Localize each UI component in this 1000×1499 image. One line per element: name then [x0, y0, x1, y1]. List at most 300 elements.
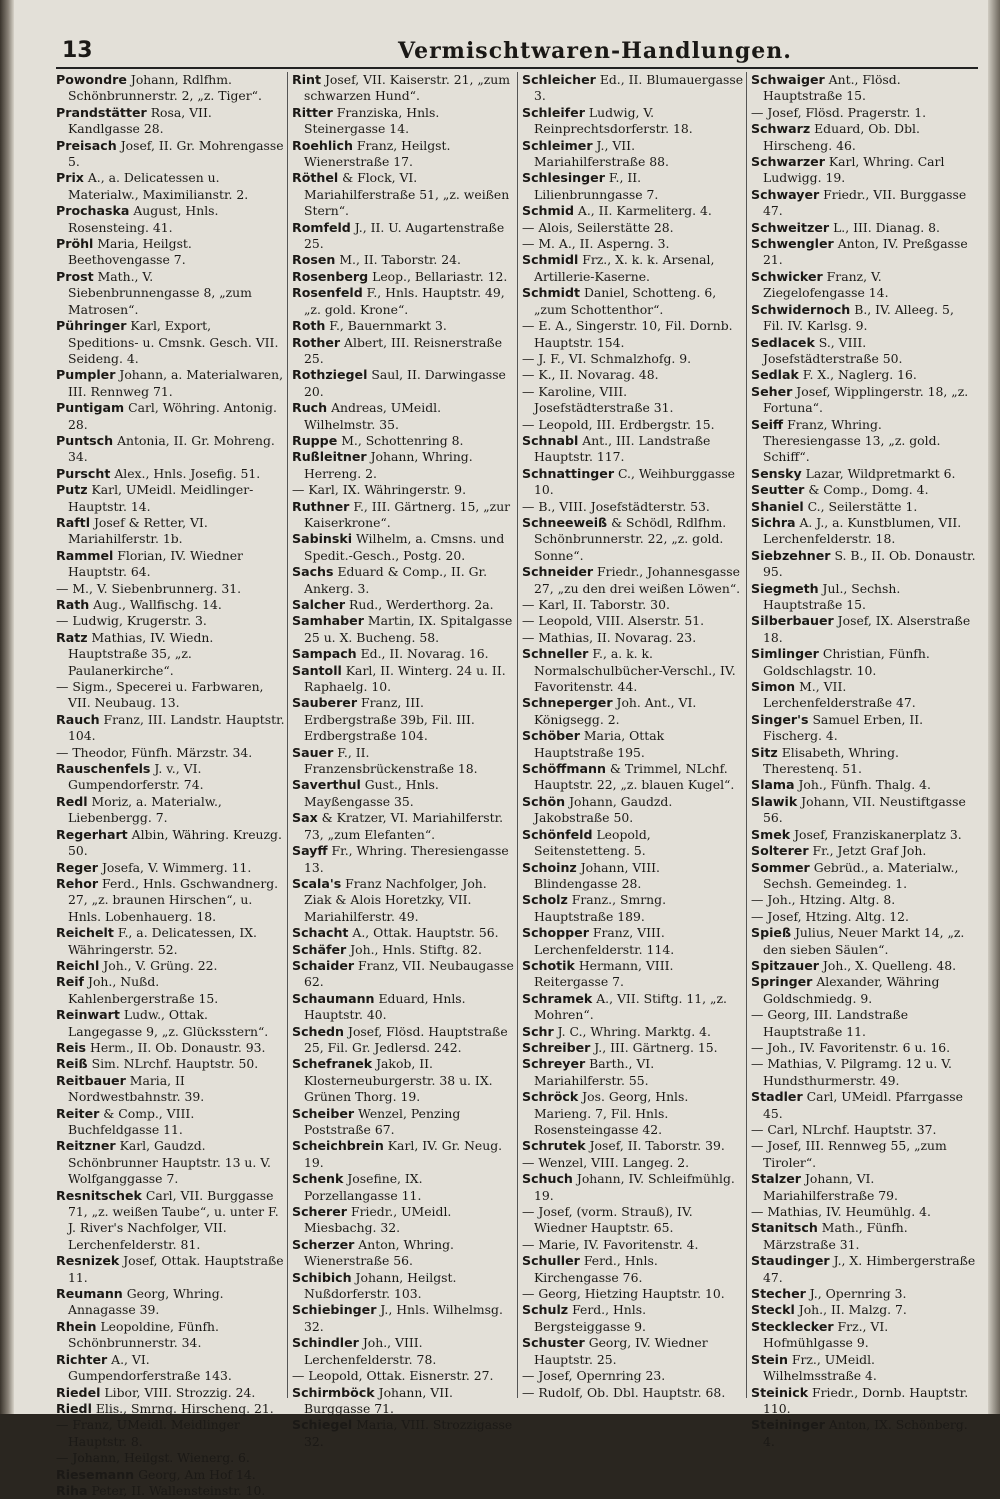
entry-name: Reichl [56, 957, 100, 973]
entry-details: — Karl, IX. Währingerstr. 9. [292, 482, 467, 498]
entry-name: Schwaiger [751, 72, 825, 87]
entry-name: Romfeld [292, 219, 351, 235]
entry-details: Georg, IV. Wiedner Hauptstr. 25. [534, 1335, 708, 1367]
entry-details: Frz., UMeidl. Wilhelmsstraße 4. [763, 1351, 877, 1384]
entry-details: Johann, Heilgst. Nußdorferstr. 103. [304, 1269, 457, 1302]
directory-entry [56, 1056, 287, 1072]
directory-entry [56, 581, 287, 597]
directory-entry [522, 433, 746, 466]
entry-name: Reichelt [56, 925, 114, 941]
entry-name: Richter [56, 1351, 108, 1367]
entry-name: Ruch [292, 400, 328, 416]
entry-details: — E. A., Singerstr. 10, Fil. Dornb. Hauptstr. 154. [522, 318, 733, 350]
entry-details: A., a. Delicatessen u. Materialw., Maximilianstr. 2. [68, 170, 249, 202]
entry-name: Rußleitner [292, 449, 367, 465]
entry-details: — Mathias, V. Pilgramg. 12 u. V. Hundsthurmerstr. 49. [751, 1056, 952, 1088]
entry-name: Schön [522, 793, 566, 809]
entry-details: Josef, Franziskanerplatz 3. [794, 826, 962, 842]
directory-entry [751, 1385, 978, 1418]
entry-details: — Carl, NLrchf. Hauptstr. 37. [751, 1122, 937, 1137]
entry-details: L., III. Dianag. 8. [833, 219, 940, 235]
entry-name: Schwicker [751, 268, 823, 284]
directory-entry [522, 728, 746, 761]
entry-details: Josef, Ottak. Hauptstraße 11. [68, 1253, 284, 1285]
entry-details: J., X. Himbergerstraße 47. [763, 1253, 976, 1285]
entry-name: Ritter [292, 104, 333, 120]
directory-entry [56, 974, 287, 1007]
directory-entry [522, 515, 746, 564]
entry-name: Reitbauer [56, 1072, 126, 1088]
entry-details: Friedr., UMeidl. Miesbachg. 32. [304, 1204, 452, 1236]
directory-entry [751, 72, 978, 105]
column-3 [517, 72, 746, 1398]
directory-entry [522, 1385, 746, 1401]
directory-entry [751, 302, 978, 335]
entry-details: Albert, III. Reisnerstraße 25. [304, 334, 503, 366]
entry-name: Prost [56, 268, 94, 284]
directory-entry [751, 499, 978, 515]
entry-details: Karl, Whring. Carl Ludwigg. 19. [763, 154, 945, 186]
directory-entry [56, 236, 287, 269]
entry-name: Rammel [56, 547, 114, 563]
directory-entry [292, 1106, 517, 1139]
entry-name: Sax [292, 810, 318, 826]
entry-details: Peter, II. Wallensteinstr. 10. [91, 1482, 266, 1498]
directory-entry [292, 367, 517, 400]
directory-entry [751, 384, 978, 417]
entry-name: Ruthner [292, 498, 350, 514]
entry-details: Joh., II. Malzg. 7. [798, 1302, 907, 1318]
directory-entry [56, 400, 287, 433]
entry-details: Ed., II. Novarag. 16. [360, 646, 489, 662]
entry-details: Georg, Whring. Annagasse 39. [68, 1286, 224, 1318]
entry-details: & Flock, VI. Mariahilferstraße 51, „z. weißen Stern“. [304, 170, 510, 219]
directory-columns [56, 72, 978, 1498]
directory-entry [56, 860, 287, 876]
directory-entry [292, 400, 517, 433]
entry-name: Ruppe [292, 432, 338, 448]
entry-name: Schleicher [522, 72, 596, 87]
directory-entry [292, 1237, 517, 1270]
entry-name: Prandstätter [56, 104, 147, 120]
directory-entry [522, 252, 746, 285]
entry-name: Prix [56, 170, 84, 186]
directory-entry [522, 351, 746, 367]
entry-details: Antonia, II. Gr. Mohreng. 34. [68, 432, 275, 465]
entry-details: — Karl, II. Taborstr. 30. [522, 597, 670, 612]
entry-details: J., III. Gärtnerg. 15. [594, 1039, 718, 1055]
entry-details: A., VII. Stiftg. 11, „z. Mohren“. [534, 990, 727, 1023]
directory-entry [522, 646, 746, 695]
entry-name: Schiegel [292, 1417, 353, 1433]
directory-entry [751, 958, 978, 974]
directory-entry [56, 1106, 287, 1139]
directory-entry [751, 777, 978, 793]
directory-entry [56, 1483, 287, 1499]
entry-details: Josef & Retter, VI. Mariahilferstr. 1b. [68, 514, 208, 547]
entry-details: Elisabeth, Whring. Therestenq. 51. [763, 744, 899, 777]
directory-entry [751, 1040, 978, 1056]
entry-details: M., II. Taborstr. 24. [339, 252, 461, 268]
directory-entry [292, 1270, 517, 1303]
entry-details: Karl, IV. Gr. Neug. 19. [304, 1138, 503, 1170]
entry-name: Steininger [751, 1417, 825, 1433]
entry-name: Preisach [56, 137, 117, 153]
entry-details: Christian, Fünfh. Goldschlagstr. 10. [763, 646, 930, 678]
entry-name: Seutter [751, 482, 805, 498]
directory-entry [292, 285, 517, 318]
directory-entry [56, 466, 287, 482]
entry-details: Johann, Rdlfhm. Schönbrunnerstr. 2, „z. Tiger“. [68, 72, 262, 104]
directory-entry [56, 203, 287, 236]
entry-name: Raftl [56, 514, 91, 530]
entry-details: J., VII. Mariahilferstraße 88. [534, 137, 669, 170]
directory-entry [522, 991, 746, 1024]
directory-entry [751, 482, 978, 498]
directory-entry [292, 449, 517, 482]
entry-name: Simlinger [751, 646, 819, 662]
entry-details: Moriz, a. Materialw., Liebenbergg. 7. [68, 793, 222, 826]
entry-details: J., II. U. Augartenstraße 25. [304, 219, 505, 252]
entry-details: F., Bauernmarkt 3. [329, 318, 447, 334]
entry-details: — Karoline, VIII. Josefstädterstraße 31. [522, 383, 674, 416]
entry-name: Schwengler [751, 236, 834, 252]
directory-entry [56, 367, 287, 400]
entry-name: Resnitschek [56, 1187, 142, 1203]
entry-name: Stadler [751, 1089, 803, 1105]
directory-entry [56, 761, 287, 794]
directory-entry [56, 170, 287, 203]
entry-details: — Rudolf, Ob. Dbl. Hauptstr. 68. [522, 1384, 726, 1400]
entry-details: — B., VIII. Josefstädterstr. 53. [522, 498, 710, 514]
directory-entry [751, 860, 978, 893]
entry-name: Silberbauer [751, 613, 834, 629]
directory-entry [292, 433, 517, 449]
entry-name: Reis [56, 1039, 87, 1055]
entry-name: Schotik [522, 957, 575, 973]
entry-name: Schrutek [522, 1138, 586, 1154]
entry-name: Sichra [751, 514, 796, 530]
entry-details: Josefa, V. Wimmerg. 11. [101, 859, 252, 875]
directory-entry [56, 1401, 287, 1417]
directory-entry [56, 1467, 287, 1483]
entry-details: Anton, Whring. Wienerstraße 56. [304, 1236, 454, 1269]
entry-details: — Josef, Opernring 23. [522, 1368, 666, 1384]
directory-entry [56, 597, 287, 613]
entry-details: Leop., Bellariastr. 12. [372, 268, 508, 284]
directory-entry [292, 1335, 517, 1368]
entry-details: Joh., Fünfh. Thalg. 4. [798, 777, 931, 793]
entry-details: — Josef, III. Rennweg 55, „zum Tiroler“. [751, 1138, 947, 1170]
entry-details: Andreas, UMeidl. Wilhelmstr. 35. [304, 400, 442, 432]
directory-entry [292, 252, 517, 268]
entry-details: Ant., Flösd. Hauptstraße 15. [763, 72, 901, 104]
directory-entry [522, 236, 746, 252]
entry-name: Schreiber [522, 1039, 591, 1055]
entry-details: C., Seilerstätte 1. [807, 498, 918, 514]
entry-details: Eduard & Comp., II. Gr. Ankerg. 3. [304, 564, 488, 596]
directory-entry [751, 515, 978, 548]
entry-details: Joh., VIII. Lerchenfelderstr. 78. [304, 1335, 437, 1367]
directory-entry [292, 843, 517, 876]
directory-entry [56, 1286, 287, 1319]
entry-name: Pühringer [56, 318, 127, 334]
entry-name: Salcher [292, 597, 346, 612]
directory-entry [56, 630, 287, 679]
directory-entry [292, 663, 517, 696]
entry-name: Slawik [751, 793, 798, 809]
entry-details: — Franz, UMeidl. Meidlinger Hauptstr. 8. [56, 1417, 240, 1449]
directory-entry [751, 1122, 978, 1138]
entry-name: Riha [56, 1482, 88, 1498]
entry-name: Singer's [751, 711, 809, 727]
directory-entry [522, 925, 746, 958]
entry-details: J., Hnls. Wilhelmsg. 32. [304, 1302, 503, 1334]
entry-name: Ratz [56, 629, 88, 645]
entry-details: Barth., VI. Mariahilferstr. 55. [534, 1056, 655, 1088]
directory-entry [522, 827, 746, 860]
entry-details: — Alois, Seilerstätte 28. [522, 219, 674, 235]
directory-entry [751, 892, 978, 908]
entry-name: Stalzer [751, 1171, 801, 1187]
entry-name: Rosenberg [292, 268, 369, 284]
entry-details: Joh., Hnls. Stiftg. 82. [350, 941, 482, 957]
entry-name: Scheichbrein [292, 1138, 384, 1154]
directory-entry [56, 269, 287, 318]
entry-name: Reinwart [56, 1007, 120, 1023]
directory-entry [751, 220, 978, 236]
entry-name: Rint [292, 72, 322, 87]
directory-entry [292, 646, 517, 662]
directory-entry [751, 1171, 978, 1204]
entry-name: Sabinski [292, 531, 353, 547]
entry-name: Rother [292, 334, 341, 350]
entry-name: Schäfer [292, 941, 347, 957]
entry-name: Sayff [292, 843, 328, 859]
directory-entry [751, 1417, 978, 1450]
entry-details: Eduard, Ob. Dbl. Hirscheng. 46. [763, 121, 920, 153]
entry-details: & Schödl, Rdlfhm. Schönbrunnerstr. 22, „z. gold. Sonne“. [534, 514, 727, 563]
entry-name: Saverthul [292, 777, 361, 793]
entry-details: Fr., Jetzt Graf Joh. [812, 843, 927, 859]
entry-name: Stein [751, 1351, 788, 1367]
column-4 [746, 72, 978, 1449]
entry-details: — Marie, IV. Favoritenstr. 4. [522, 1236, 699, 1252]
entry-details: Carl, VII. Burggasse 71, „z. weißen Taube“, u. unter F. J. River's Nachfolger, VII. Lerchenfelderstr. 81. [68, 1187, 279, 1252]
entry-name: Schopper [522, 925, 589, 941]
entry-name: Schmidt [522, 285, 580, 301]
entry-name: Sauer [292, 744, 334, 760]
entry-name: Slama [751, 777, 795, 793]
directory-entry [751, 1253, 978, 1286]
entry-name: Samhaber [292, 613, 364, 629]
entry-details: Anton, IV. Preßgasse 21. [763, 236, 968, 268]
entry-name: Steinick [751, 1384, 809, 1400]
entry-details: Georg, Am Hof 14. [138, 1466, 256, 1482]
directory-entry [292, 991, 517, 1024]
entry-name: Steckl [751, 1302, 795, 1318]
entry-name: Sensky [751, 465, 802, 481]
entry-details: Ferd., Hnls. Gschwandnerg. 27, „z. braunen Hirschen“, u. Hnls. Lobenhauerg. 18. [68, 875, 279, 924]
entry-name: Reitzner [56, 1138, 116, 1154]
entry-details: Josef, Wipplingerstr. 18, „z. Fortuna“. [763, 383, 969, 416]
directory-entry [292, 1171, 517, 1204]
directory-entry [522, 1204, 746, 1237]
entry-details: Ed., II. Blumauergasse 3. [534, 72, 744, 104]
entry-name: Schröck [522, 1089, 579, 1105]
entry-details: Maria, Heilgst. Beethovengasse 7. [68, 236, 192, 268]
entry-name: Schweitzer [751, 219, 830, 235]
directory-entry [522, 417, 746, 433]
entry-details: — Theodor, Fünfh. Märzstr. 34. [56, 744, 253, 760]
entry-name: Schlesinger [522, 170, 605, 186]
entry-details: & Kratzer, VI. Mariahilferstr. 73, „zum Elefanten“. [304, 810, 504, 842]
entry-details: Samuel Erben, II. Fischerg. 4. [763, 711, 924, 744]
directory-entry [292, 220, 517, 253]
entry-details: Joh., X. Quelleng. 48. [822, 957, 957, 973]
directory-entry [522, 1056, 746, 1089]
entry-name: Stecklecker [751, 1318, 834, 1334]
entry-details: Karl, Gaudzd. Schönbrunner Hauptstr. 13 u. V. Wolfganggasse 7. [68, 1138, 271, 1187]
entry-details: J., Opernring 3. [809, 1286, 907, 1302]
entry-name: Sedlak [751, 367, 799, 383]
entry-name: Spitzauer [751, 957, 819, 973]
entry-name: Scherzer [292, 1236, 355, 1252]
directory-entry [522, 1335, 746, 1368]
entry-details: Sim. NLrchf. Hauptstr. 50. [91, 1056, 259, 1072]
entry-details: Franz, VIII. Lerchenfelderstr. 114. [534, 925, 675, 957]
entry-name: Schoinz [522, 859, 577, 875]
directory-entry [751, 974, 978, 1007]
entry-name: Siegmeth [751, 580, 819, 596]
entry-details: Anton, IX. Schönberg. 4. [763, 1417, 968, 1449]
directory-entry [56, 138, 287, 171]
entry-details: Maria, II Nordwestbahnstr. 39. [68, 1072, 205, 1105]
entry-name: Schwarzer [751, 154, 825, 170]
entry-details: Jos. Georg, Hnls. Marieng. 7, Fil. Hnls. Rosensteingasse 42. [534, 1089, 689, 1137]
entry-name: Schleimer [522, 137, 593, 153]
entry-details: Friedr., VII. Burggasse 47. [763, 186, 967, 219]
entry-details: — Josef, Flösd. Pragerstr. 1. [751, 104, 927, 120]
entry-name: Rehor [56, 875, 99, 891]
entry-details: Carl, UMeidl. Pfarrgasse 45. [763, 1089, 963, 1121]
entry-details: Franz, III. Erdbergstraße 39b, Fil. III. Erdbergstraße 104. [304, 695, 475, 744]
entry-name: Scholz [522, 892, 568, 908]
directory-entry [522, 367, 746, 383]
entry-name: Rauschenfels [56, 761, 151, 777]
entry-name: Rothziegel [292, 367, 368, 383]
entry-details: Josef, II. Gr. Mohrengasse 5. [68, 137, 284, 170]
directory-entry [522, 1368, 746, 1384]
entry-details: Elis., Smrng. Hirschenq. 21. [95, 1400, 274, 1416]
entry-details: Friedr., Dornb. Hauptstr. 110. [763, 1384, 969, 1416]
directory-entry [56, 712, 287, 745]
entry-name: Roth [292, 318, 326, 334]
directory-entry [751, 1220, 978, 1253]
directory-entry [56, 794, 287, 827]
entry-details: Josef, IX. Alserstraße 18. [763, 613, 971, 645]
entry-details: Johann, Whring. Herreng. 2. [304, 449, 473, 481]
entry-details: F., II. Franzensbrückenstraße 18. [304, 744, 478, 777]
directory-entry [522, 794, 746, 827]
directory-entry [751, 367, 978, 383]
directory-entry [56, 1319, 287, 1352]
directory-entry [56, 515, 287, 548]
directory-entry [56, 482, 287, 515]
entry-details: Hermann, VIII. Reitergasse 7. [534, 957, 674, 990]
entry-details: Johann, Gaudzd. Jakobstraße 50. [534, 793, 673, 826]
directory-entry [292, 318, 517, 334]
directory-entry [292, 777, 517, 810]
entry-name: Rosen [292, 252, 336, 268]
entry-name: Scala's [292, 875, 342, 891]
directory-entry [522, 384, 746, 417]
directory-entry [56, 613, 287, 629]
entry-details: F., III. Gärtnerg. 15, „zur Kaiserkrone“. [304, 498, 511, 530]
directory-entry [522, 105, 746, 138]
directory-entry [292, 1024, 517, 1057]
directory-entry [522, 1253, 746, 1286]
entry-details: Joh., Nußd. Kahlenbergerstraße 15. [68, 974, 219, 1006]
entry-name: Puntigam [56, 400, 125, 416]
directory-entry [56, 1138, 287, 1187]
entry-name: Schirmböck [292, 1384, 375, 1400]
entry-details: Franz, III. Landstr. Hauptstr. 104. [68, 711, 285, 744]
directory-entry [56, 1450, 287, 1466]
directory-entry [522, 318, 746, 351]
entry-details: Franz Nachfolger, Joh. Ziak & Alois Horetzky, VII. Mariahilferstr. 49. [304, 875, 487, 924]
entry-details: F., a. Delicatessen, IX. Währingerstr. 52. [68, 925, 257, 957]
entry-name: Schaider [292, 957, 355, 973]
entry-name: Schneider [522, 564, 594, 580]
directory-entry [292, 499, 517, 532]
directory-entry [56, 1417, 287, 1450]
entry-details: Julius, Neuer Markt 14, „z. den sieben Säulen“. [763, 925, 965, 957]
entry-name: Stanitsch [751, 1220, 818, 1236]
entry-name: Resnizek [56, 1253, 120, 1269]
entry-name: Schwarz [751, 121, 811, 137]
entry-name: Schibich [292, 1269, 352, 1285]
entry-name: Stecher [751, 1286, 806, 1302]
directory-entry [56, 72, 287, 105]
entry-details: Josef, Flösd. Hauptstraße 25, Fil. Gr. Jedlersd. 242. [304, 1023, 508, 1055]
directory-entry [522, 138, 746, 171]
entry-name: Schaumann [292, 990, 375, 1006]
entry-details: — Leopold, Ottak. Eisnerstr. 27. [292, 1368, 494, 1384]
directory-entry [751, 1089, 978, 1122]
directory-entry [751, 417, 978, 466]
directory-entry [292, 1302, 517, 1335]
column-1 [56, 72, 287, 1498]
directory-entry [292, 876, 517, 925]
entry-name: Pumpler [56, 367, 116, 383]
directory-entry [292, 1138, 517, 1171]
column-2 [287, 72, 517, 1449]
entry-details: Albin, Währing. Kreuzg. 50. [68, 826, 282, 859]
entry-name: Schneperger [522, 695, 613, 711]
directory-entry [751, 843, 978, 859]
entry-name: Reumann [56, 1286, 123, 1302]
directory-entry [292, 72, 517, 105]
entry-details: Johann, VI. Mariahilferstraße 79. [763, 1171, 898, 1203]
directory-entry [56, 827, 287, 860]
entry-name: Scherer [292, 1204, 348, 1220]
directory-entry [751, 1138, 978, 1171]
entry-name: Riedel [56, 1384, 101, 1400]
directory-entry [751, 745, 978, 778]
directory-entry [56, 1007, 287, 1040]
entry-name: Schneeweiß [522, 514, 608, 530]
